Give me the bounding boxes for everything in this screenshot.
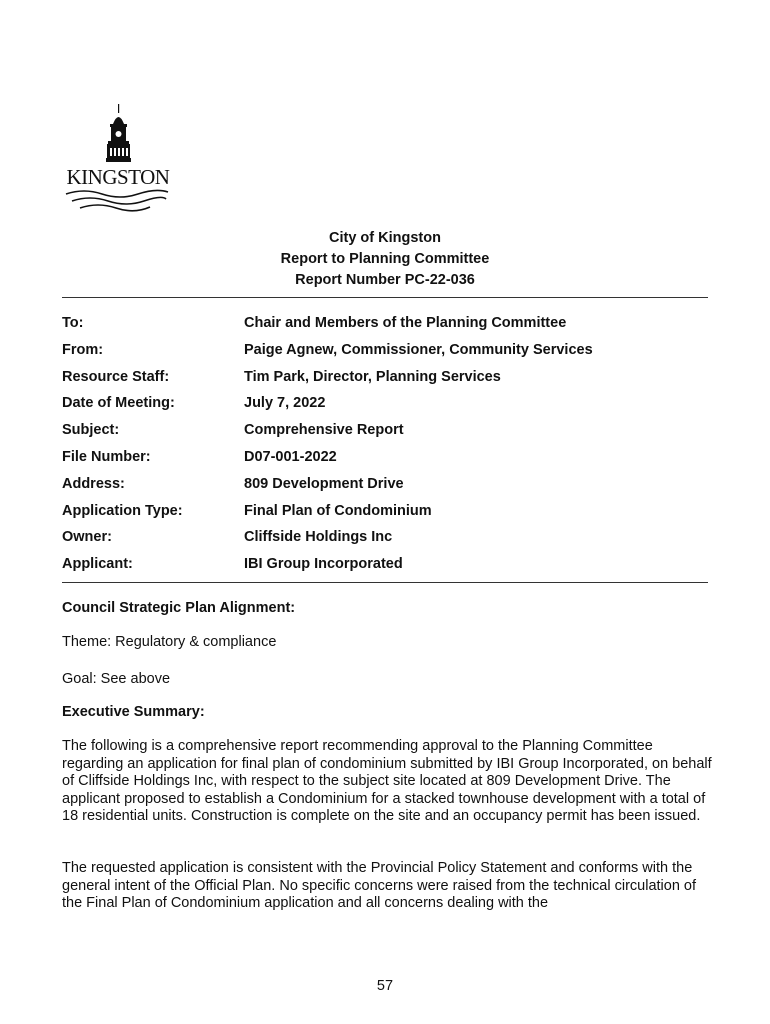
executive-summary-paragraph-1: The following is a comprehensive report recommending approval to the Planning Committee regarding an application for final plan of condominium submitted by IBI Group Incorporated, on behalf of Cliffside Holdings Inc, with respect to the subject site located at 809 Development Drive. The applicant proposed to establish a Condominium for a stacked townhouse development with a total of 18 residential units. Construction is complete on the site and an occupancy permit has been issued. — [62, 738, 712, 824]
meta-row-applicant — [62, 554, 708, 581]
kingston-logo — [62, 104, 172, 216]
meta-label: From: — [62, 341, 104, 358]
meta-label: Subject: — [62, 422, 120, 439]
meta-value: 809 Development Drive — [244, 475, 404, 492]
logo-wordmark: KINGSTON — [66, 165, 170, 189]
meta-value: July 7, 2022 — [244, 395, 326, 412]
meta-label: Owner: — [62, 529, 112, 546]
meta-value: Paige Agnew, Commissioner, Community Services — [244, 341, 593, 358]
meta-value: Final Plan of Condominium — [244, 502, 432, 519]
meta-row-date-of-meeting — [62, 393, 708, 420]
meta-label: File Number: — [62, 448, 151, 465]
meta-label: Address: — [62, 475, 125, 492]
executive-summary-heading: Executive Summary: — [62, 704, 205, 720]
meta-row-owner — [62, 527, 708, 554]
meta-value: Cliffside Holdings Inc — [244, 529, 393, 546]
meta-label: Resource Staff: — [62, 368, 170, 385]
strategic-plan-heading: Council Strategic Plan Alignment: — [62, 600, 296, 616]
meta-label: Date of Meeting: — [62, 395, 175, 412]
meta-row-subject — [62, 420, 708, 447]
meta-label: Application Type: — [62, 502, 183, 519]
meta-row-file-number — [62, 447, 708, 474]
strategic-goal: Goal: See above — [62, 671, 171, 687]
meta-row-resource-staff — [62, 367, 708, 394]
top-divider — [62, 297, 708, 298]
meta-value: Chair and Members of the Planning Committee — [244, 315, 567, 331]
meta-value: Comprehensive Report — [244, 422, 404, 439]
meta-row-application-type — [62, 501, 708, 528]
meta-label: To: — [62, 315, 84, 331]
report-metadata — [62, 313, 708, 581]
meta-row-to — [62, 313, 708, 340]
strategic-theme: Theme: Regulatory & compliance — [62, 634, 277, 650]
header-report-number: Report Number PC-22-036 — [295, 272, 475, 288]
meta-value: Tim Park, Director, Planning Services — [244, 368, 501, 385]
bottom-divider — [62, 582, 708, 583]
header-city: City of Kingston — [329, 230, 441, 246]
page-number: 57 — [376, 978, 394, 994]
executive-summary-paragraph-2: The requested application is consistent with the Provincial Policy Statement and conforms with the general intent of the Official Plan. No specific concerns were raised from the technical circulation of the Final Plan of Condominium application and all concerns dealing with the — [62, 860, 697, 911]
meta-value: D07-001-2022 — [244, 448, 337, 465]
meta-row-address — [62, 474, 708, 501]
header-report-to: Report to Planning Committee — [280, 251, 490, 267]
meta-row-from — [62, 340, 708, 367]
meta-label: Applicant: — [62, 556, 133, 573]
report-header — [62, 228, 708, 291]
meta-value: IBI Group Incorporated — [244, 556, 403, 573]
